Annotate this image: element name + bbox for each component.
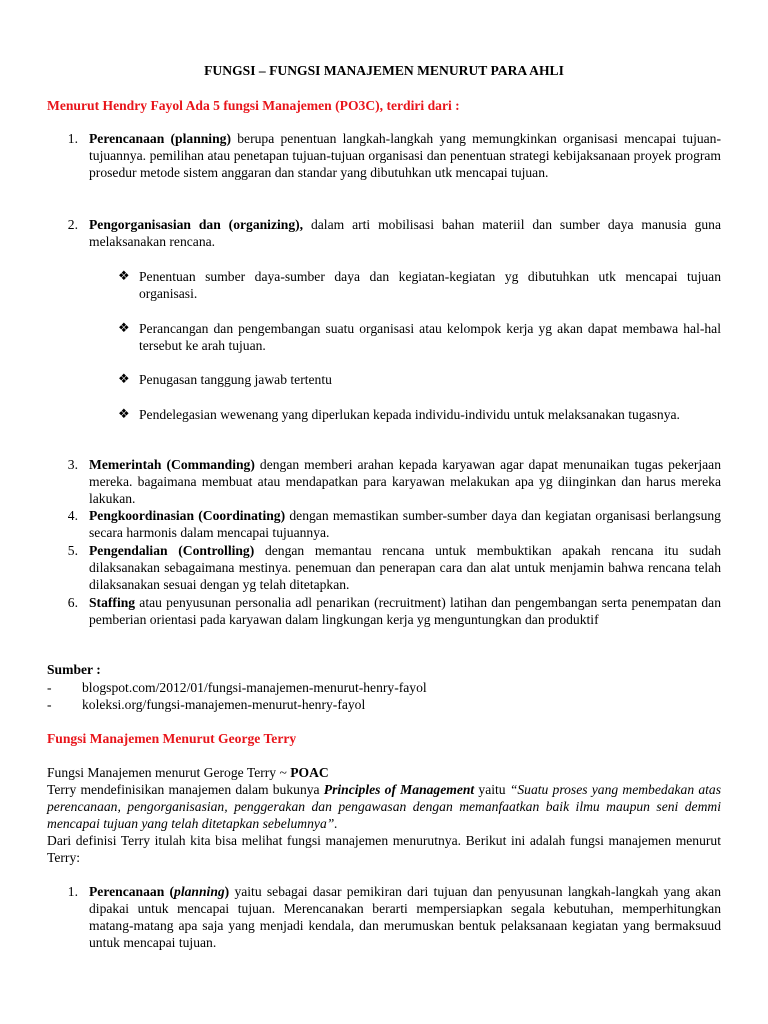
terry-item-number: 1. <box>67 884 78 899</box>
fayol-item-number: 5. <box>67 543 78 558</box>
organizing-bullet-item: Perancangan dan pengembangan suatu organisasi atau kelompok kerja yg akan dapat membawa hal-hal tersebut ke arah tujuan. <box>139 321 721 353</box>
fayol-item-number: 2. <box>67 217 78 232</box>
fayol-item-number: 4. <box>67 508 78 523</box>
terry-term-part: Perencanaan ( <box>89 884 175 899</box>
terry-quote: “Suatu proses yang membedakan atas perencanaan, pengorganisasian, penggerakan dan pengawasan dengan memanfaatkan baik ilmu maupun seni demmi mencapai tujuan yang telah ditetapkan sebelumnya”. <box>47 782 721 831</box>
fayol-item-number: 1. <box>67 131 78 146</box>
terry-book-title: Principles of Management <box>323 782 475 797</box>
fayol-item-staffing <box>89 594 721 628</box>
terry-poac-prefix: Fungsi Manajemen menurut Geroge Terry ~ <box>47 765 291 780</box>
terry-definition-text: Terry mendefinisikan manajemen dalam bukunya <box>47 782 324 797</box>
fayol-item-term: Staffing <box>89 595 136 610</box>
list-dash: - <box>47 680 52 695</box>
terry-item-planning <box>89 883 721 951</box>
fayol-item-text: dengan memantau rencana untuk membuktikan apakah rencana itu sudah dilaksanakan sebagaimana mestinya. penemuan dan penerapan cara dan alat untuk menjamin bahwa rencana telah dilaksanakan sesuai dengan yg telah ditetapkan. <box>89 543 721 592</box>
fayol-item-text: dengan memberi arahan kepada karyawan agar dapat menunaikan tugas pekerjaan mereka. bagaimana membuat atau mendapatkan para karyawan melakukan apa yg diinginkan dan harus mereka lakukan. <box>89 457 721 506</box>
fayol-item-planning <box>89 130 721 181</box>
diamond-bullet-icon: ❖ <box>118 372 130 387</box>
terry-item-term <box>89 884 229 899</box>
fayol-item-controlling <box>89 542 721 593</box>
terry-term-italic: planning <box>174 884 225 899</box>
diamond-bullet-icon: ❖ <box>118 407 130 422</box>
fayol-item-text: berupa penentuan langkah-langkah yang memungkinkan organisasi mencapai tujuan-tujuannya. pemilihan atau penetapan tujuan-tujuan organisasi dan penentuan strategi kebijaksanaan proyek program prosedur metode sistem anggaran dan standar yang dibutuhkan utk mencapai tujuan. <box>89 131 722 180</box>
terry-heading: Fungsi Manajemen Menurut George Terry <box>47 731 297 746</box>
fayol-item-term: Pengendalian (Controlling) <box>89 543 255 558</box>
fayol-item-text: dalam arti mobilisasi bahan materiil dan sumber daya manusia guna melaksanakan rencana. <box>89 217 722 249</box>
source-link[interactable]: blogspot.com/2012/01/fungsi-manajemen-menurut-henry-fayol <box>82 680 427 695</box>
fayol-item-term: Memerintah (Commanding) <box>89 457 255 472</box>
fayol-item-term: Pengorganisasian dan (organizing), <box>89 217 304 232</box>
terry-term-part: ) <box>224 884 230 899</box>
fayol-item-commanding <box>89 456 721 507</box>
organizing-bullet-item: Penugasan tanggung jawab tertentu <box>139 372 332 387</box>
fayol-item-organizing <box>89 216 721 250</box>
fayol-item-number: 3. <box>67 457 78 472</box>
fayol-heading: Menurut Hendry Fayol Ada 5 fungsi Manajemen (PO3C), terdiri dari : <box>47 98 460 113</box>
fayol-item-text: atau penyusunan personalia adl penarikan (recruitment) latihan dan pengembangan serta penempatan dan pemberian orientasi pada karyawan dalam lingkungan kerja yg menguntungkan dan produktif <box>89 595 721 627</box>
fayol-item-term: Perencanaan (planning) <box>89 131 231 146</box>
fayol-item-number: 6. <box>67 595 78 610</box>
terry-poac-line <box>47 764 727 781</box>
diamond-bullet-icon: ❖ <box>118 321 130 336</box>
organizing-bullet-item: Pendelegasian wewenang yang diperlukan kepada individu-individu untuk melaksanakan tugasnya. <box>139 407 680 422</box>
terry-poac-acronym: POAC <box>290 765 329 780</box>
fayol-item-coordinating <box>89 507 721 541</box>
list-dash: - <box>47 697 52 712</box>
fayol-item-text: dengan memastikan sumber-sumber daya dan kegiatan organisasi berlangsung secara harmonis dalam mencapai tujuannya. <box>89 508 721 540</box>
sources-label: Sumber : <box>47 662 101 677</box>
terry-intro-paragraph: Dari definisi Terry itulah kita bisa melihat fungsi manajemen menurutnya. Berikut ini adalah fungsi manajemen menurut Terry: <box>47 833 721 865</box>
page-title: FUNGSI – FUNGSI MANAJEMEN MENURUT PARA AHLI <box>204 63 564 78</box>
source-link[interactable]: koleksi.org/fungsi-manajemen-menurut-henry-fayol <box>82 697 366 712</box>
terry-definition-text: yaitu <box>474 782 510 797</box>
organizing-bullet-item: Penentuan sumber daya-sumber daya dan kegiatan-kegiatan yg dibutuhkan utk mencapai tujuan organisasi. <box>139 269 721 301</box>
terry-definition-paragraph <box>47 781 721 832</box>
terry-item-text: yaitu sebagai dasar pemikiran dari tujuan dan penyusunan langkah-langkah yang akan dipakai untuk mencapai tujuan. Merencanakan berarti mempersiapkan segala kebutuhan, memperhitungkan matang-matang apa saja yang menjadi kendala, dan merumuskan bentuk pelaksanaan kegiatan yang bermaksuud untuk mencapai tujuan. <box>89 884 721 950</box>
fayol-item-term: Pengkoordinasian (Coordinating) <box>89 508 286 523</box>
diamond-bullet-icon: ❖ <box>118 269 130 284</box>
